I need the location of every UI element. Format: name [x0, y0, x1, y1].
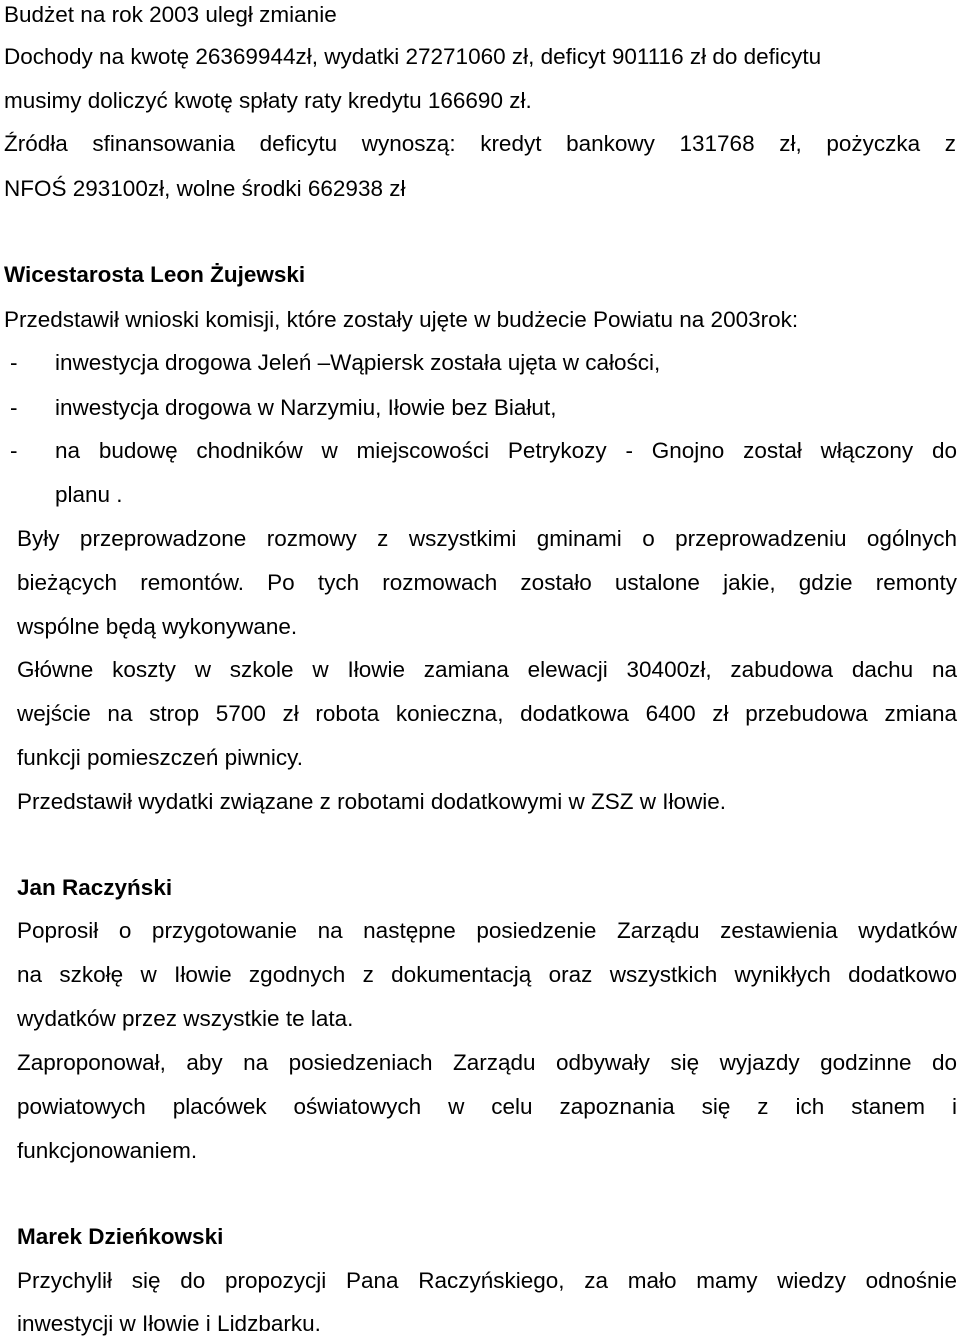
list-item-text: inwestycja drogowa Jeleń –Wąpiersk została ujęta w całości,	[55, 350, 661, 375]
income-expenses-line: Dochody na kwotę 26369944zł, wydatki 27271060 zł, deficyt 901116 zł do deficytu	[4, 44, 822, 69]
bullet-dash: -	[10, 395, 18, 420]
paragraph-proposal: Zaproponował, aby na posiedzeniach Zarządu odbywały się wyjazdy godzinne do	[17, 1050, 957, 1075]
speaker-heading-zujewski: Wicestarosta Leon Żujewski	[4, 262, 306, 287]
loan-repayment-line: musimy doliczyć kwotę spłaty raty kredytu 166690 zł.	[4, 88, 532, 113]
list-item-text-cont: planu .	[55, 482, 123, 507]
budget-change-line: Budżet na rok 2003 uległ zmianie	[4, 2, 337, 27]
paragraph-proposal-2: powiatowych placówek oświatowych w celu zapoznania się z ich stanem i	[17, 1094, 957, 1119]
paragraph-costs-2: wejście na strop 5700 zł robota konieczna, dodatkowa 6400 zł przebudowa zmiana	[17, 701, 957, 726]
speaker-heading-raczynski: Jan Raczyński	[17, 875, 173, 900]
paragraph-costs-3: funkcji pomieszczeń piwnicy.	[17, 745, 303, 770]
paragraph-costs: Główne koszty w szkole w Iłowie zamiana elewacji 30400zł, zabudowa dachu na	[17, 657, 957, 682]
list-item-text: inwestycja drogowa w Narzymiu, Iłowie bez Białut,	[55, 395, 557, 420]
paragraph-intro: Przedstawił wnioski komisji, które zostały ujęte w budżecie Powiatu na 2003rok:	[4, 307, 799, 332]
paragraph-meetings: Były przeprowadzone rozmowy z wszystkimi gminami o przeprowadzeniu ogólnych	[17, 526, 957, 551]
paragraph-expenses: Przedstawił wydatki związane z robotami dodatkowymi w ZSZ w Iłowie.	[17, 789, 726, 814]
paragraph-request: Poprosił o przygotowanie na następne posiedzenie Zarządu zestawienia wydatków	[17, 918, 957, 943]
paragraph-support: Przychylił się do propozycji Pana Raczyńskiego, za mało mamy wiedzy odnośnie	[17, 1268, 957, 1293]
bullet-dash: -	[10, 438, 18, 463]
paragraph-request-2: na szkołę w Iłowie zgodnych z dokumentacją oraz wszystkich wynikłych dodatkowo	[17, 962, 957, 987]
paragraph-meetings-3: wspólne będą wykonywane.	[17, 614, 298, 639]
deficit-sources-line-2: NFOŚ 293100zł, wolne środki 662938 zł	[4, 176, 406, 201]
list-item-text: na budowę chodników w miejscowości Petrykozy - Gnojno został włączony do	[55, 438, 957, 463]
bullet-dash: -	[10, 350, 18, 375]
deficit-sources-line: Źródła sfinansowania deficytu wynoszą: kredyt bankowy 131768 zł, pożyczka z	[4, 131, 956, 156]
speaker-heading-dzienkowski: Marek Dzieńkowski	[17, 1224, 224, 1249]
paragraph-request-3: wydatków przez wszystkie te lata.	[17, 1006, 354, 1031]
paragraph-meetings-2: bieżących remontów. Po tych rozmowach zostało ustalone jakie, gdzie remonty	[17, 570, 957, 595]
paragraph-support-2: inwestycji w Iłowie i Lidzbarku.	[17, 1311, 321, 1336]
paragraph-proposal-3: funkcjonowaniem.	[17, 1138, 198, 1163]
